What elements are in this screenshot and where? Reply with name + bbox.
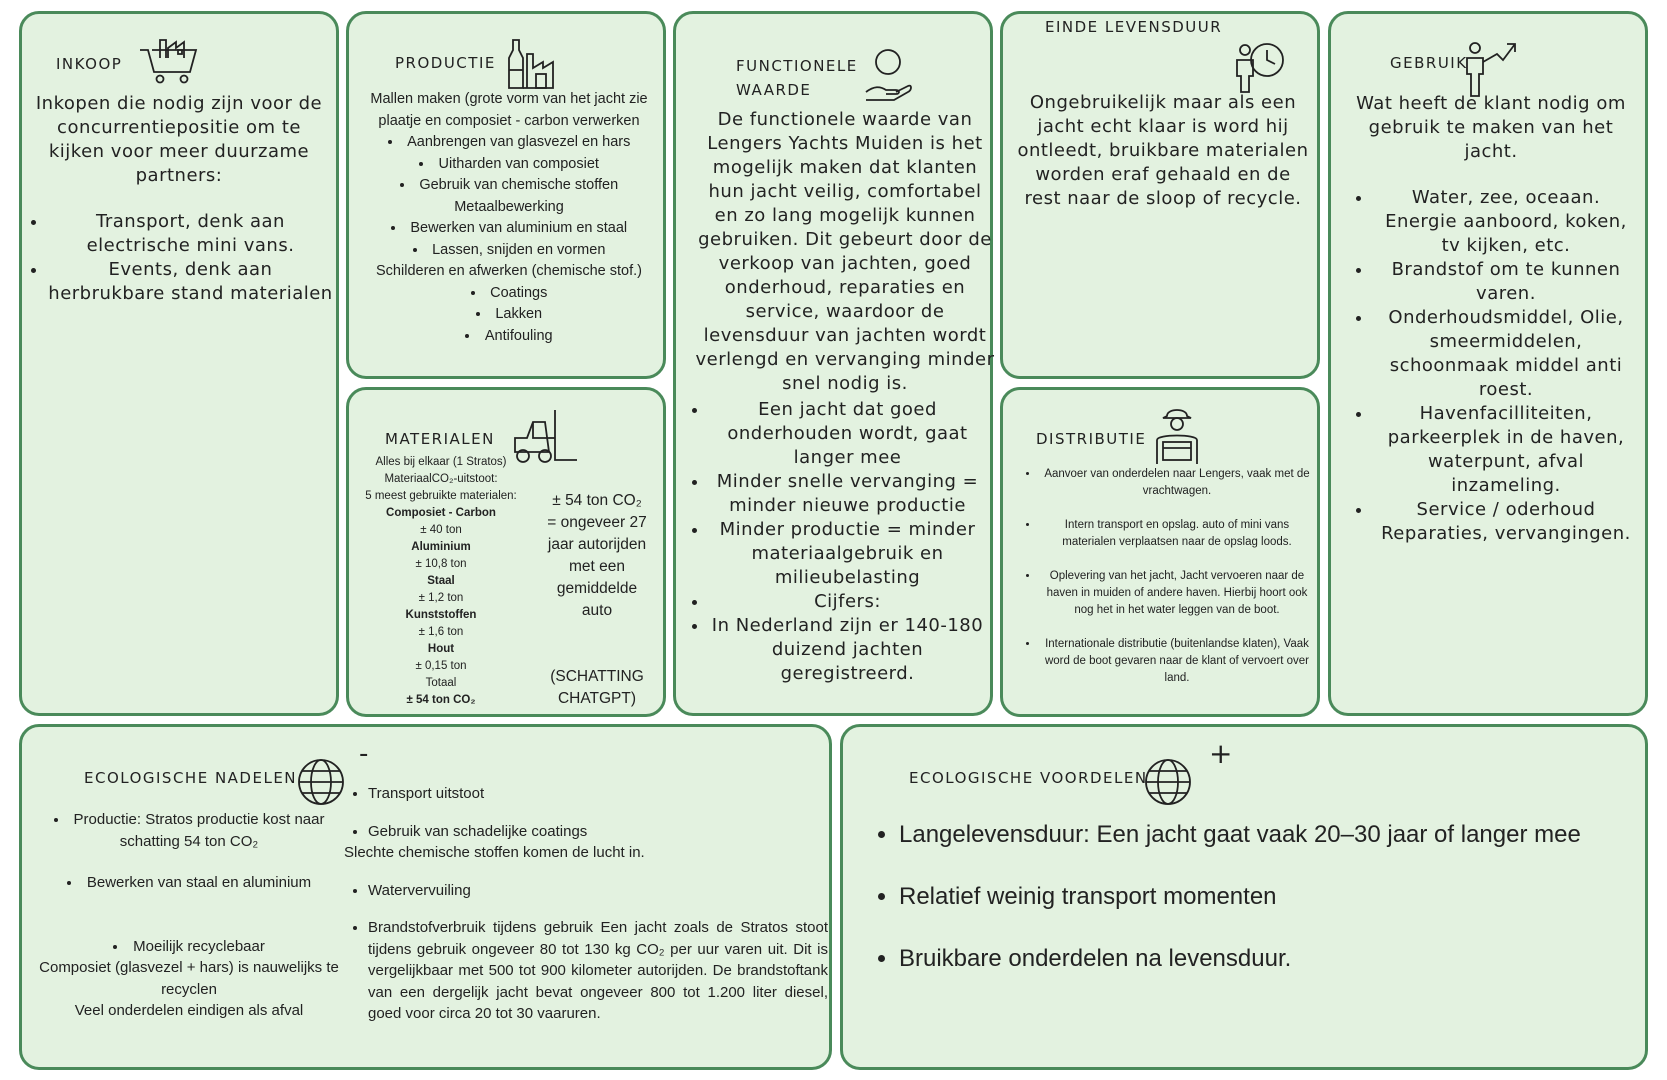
distributie-item: • Intern transport en opslag. auto of mini vans materialen verplaatsen naar de opslag loods.	[1039, 517, 1315, 551]
ecologische-nadelen-card	[19, 724, 832, 1070]
productie-line: • Lakken	[363, 304, 655, 326]
einde-levensduur-card	[1000, 11, 1320, 379]
materialen-line: ± 1,6 ton	[418, 626, 464, 638]
distributie-card	[1000, 387, 1320, 717]
productie-card	[346, 11, 666, 379]
functionele-waarde-card	[673, 11, 993, 716]
materialen-line: Totaal	[425, 677, 457, 689]
materialen-line: ± 1,2 ton	[418, 592, 464, 604]
gebruik-item: • Water, zee, oceaan. Energie aanboord, koken, tv kijken, etc.	[1373, 186, 1639, 258]
delivery-person-box-icon	[1149, 408, 1207, 466]
voordelen-item: • Bruikbare onderdelen na levensduur.	[899, 944, 1629, 974]
hand-coin-icon	[864, 48, 912, 104]
voordelen-title: ECOLOGISCHE VOORDELEN	[909, 769, 1148, 787]
globe-icon	[1143, 757, 1193, 807]
inkoop-list	[48, 210, 333, 306]
functionele-waarde-item: • Minder snelle vervanging = minder nieuwe productie	[709, 470, 986, 518]
nadelen-right-item: • Transport uitstoot	[368, 783, 828, 805]
einde-levensduur-text: Ongebruikelijk maar als een jacht echt klaar is word hij ontleedt, bruikbare materialen worden eraf gehaald en de rest naar de sloop of recycle.	[1017, 92, 1309, 209]
nadelen-right-item: Slechte chemische stoffen komen de lucht in.	[344, 844, 645, 861]
productie-line: • Coatings	[363, 283, 655, 305]
productie-line: • Lassen, snijden en vormen	[363, 240, 655, 262]
materialen-title: MATERIALEN	[385, 430, 495, 448]
materialen-line: MateriaalCO₂-uitstoot:	[384, 473, 498, 485]
inkoop-intro: Inkopen die nodig zijn voor de concurrentiepositie om te kijken voor meer duurzame partners:	[35, 93, 323, 186]
productie-line: • Antifouling	[363, 326, 655, 348]
distributie-list	[1039, 466, 1315, 687]
gebruik-item: • Brandstof om te kunnen varen.	[1373, 258, 1639, 306]
nadelen-left-item: • Moeilijk recyclebaar	[30, 936, 348, 958]
gebruik-card	[1328, 11, 1648, 716]
materialen-side-note: ± 54 ton CO₂ = ongeveer 27 jaar autorijden met een gemiddelde auto	[547, 492, 647, 619]
nadelen-right-item: • Brandstofverbruik tijdens gebruik Een jacht zoals de Stratos stoot tijdens gebruik ongeveer 80 tot 130 kg CO₂ per uur varen uit. Dit is vergelijkbaar met 500 tot 900 kilometer autorijden. De brandstoftank van een dergelijk jacht bevat ongeveer 800 tot 1.200 liter diesel, goed voor circa 20 tot 30 vaaruren.	[368, 917, 828, 1025]
materialen-line: Aluminium	[411, 541, 471, 553]
functionele-waarde-title-line1: FUNCTIONELE	[736, 57, 858, 75]
productie-line: • Bewerken van aluminium en staal	[363, 218, 655, 240]
gebruik-list	[1373, 186, 1639, 546]
materialen-line: Alles bij elkaar (1 Stratos)	[375, 456, 507, 468]
nadelen-right-item: • Gebruik van schadelijke coatings	[368, 821, 828, 843]
materialen-line: ± 0,15 ton	[415, 660, 467, 672]
materialen-source: (SCHATTING CHATGPT)	[550, 668, 644, 707]
gebruik-item: • Onderhoudsmiddel, Olie, smeermiddelen, schoonmaak middel anti roest.	[1373, 306, 1639, 402]
person-growth-icon	[1461, 40, 1519, 100]
functionele-waarde-list	[709, 398, 986, 686]
distributie-title: DISTRIBUTIE	[1036, 430, 1147, 448]
nadelen-left-item: • Bewerken van staal en aluminium	[30, 872, 348, 894]
voordelen-sign: +	[1209, 737, 1233, 770]
functionele-waarde-item: • Een jacht dat goed onderhouden wordt, gaat langer mee	[709, 398, 986, 470]
nadelen-left-item: Veel onderdelen eindigen als afval	[74, 1002, 304, 1019]
functionele-waarde-intro: De functionele waarde van Lengers Yachts Muiden is het mogelijk maken dat klanten hun jacht veilig, comfortabel en zo lang mogelijk kunnen gebruiken. Dit gebeurt door de verkoop van jachten, goed onderhoud, reparaties en service, waardoor de levensduur van jachten wordt verlengd en vervanging minder snel nodig is.	[695, 109, 995, 394]
functionele-waarde-title-line2: WAARDE	[736, 81, 812, 99]
nadelen-left-item: • Productie: Stratos productie kost naar schatting 54 ton CO₂	[30, 809, 348, 852]
productie-list	[363, 89, 655, 347]
voordelen-item: • Relatief weinig transport momenten	[899, 882, 1629, 912]
distributie-item: • Oplevering van het jacht, Jacht vervoeren naar de haven in muiden of andere haven. Hierbij hoort ook nog het in het water leggen van de boot.	[1039, 568, 1315, 619]
factory-bottle-icon	[505, 36, 557, 92]
productie-line: • Gebruik van chemische stoffen	[363, 175, 655, 197]
materialen-list	[351, 454, 531, 709]
productie-line: Mallen maken (grote vorm van het jacht zie plaatje en composiet - carbon verwerken	[370, 91, 648, 129]
inkoop-title: INKOOP	[56, 55, 123, 73]
shopping-cart-factory-icon	[138, 28, 202, 86]
functionele-waarde-item: • Cijfers:	[709, 590, 986, 614]
einde-levensduur-title: EINDE LEVENSDUUR	[1045, 18, 1223, 36]
inkoop-item: • Events, denk aan herbrukbare stand materialen	[48, 258, 333, 306]
materialen-line: 5 meest gebruikte materialen:	[365, 490, 517, 502]
productie-title: PRODUCTIE	[395, 54, 496, 72]
nadelen-left-list	[30, 809, 348, 1022]
nadelen-right-list	[344, 783, 828, 1025]
nadelen-title: ECOLOGISCHE NADELEN	[84, 769, 298, 787]
materialen-card	[346, 387, 666, 717]
distributie-item: • Internationale distributie (buitenlandse klaten), Vaak word de boot gevaren naar de klant of vervoert over land.	[1039, 636, 1315, 687]
materialen-line: ± 10,8 ton	[415, 558, 467, 570]
materialen-line: ± 40 ton	[420, 524, 462, 536]
materialen-line: Staal	[427, 575, 455, 587]
productie-line: • Aanbrengen van glasvezel en hars	[363, 132, 655, 154]
materialen-line: Composiet - Carbon	[386, 507, 496, 519]
materialen-line: Hout	[427, 643, 455, 655]
ecologische-voordelen-card	[840, 724, 1648, 1070]
productie-line: Schilderen en afwerken (chemische stof.)	[376, 263, 642, 279]
gebruik-intro: Wat heeft de klant nodig om gebruik te maken van het jacht.	[1356, 93, 1626, 162]
materialen-line: Kunststoffen	[405, 609, 477, 621]
globe-icon	[296, 757, 346, 807]
person-clock-icon	[1231, 38, 1287, 94]
voordelen-item: • Langelevensduur: Een jacht gaat vaak 20–30 jaar of langer mee	[899, 820, 1629, 850]
functionele-waarde-item: • Minder productie = minder materiaalgebruik en milieubelasting	[709, 518, 986, 590]
functionele-waarde-item: • In Nederland zijn er 140-180 duizend jachten geregistreerd.	[709, 614, 986, 686]
nadelen-sign: -	[359, 739, 369, 769]
inkoop-item: • Transport, denk aan electrische mini vans.	[48, 210, 333, 258]
inkoop-card	[19, 11, 339, 716]
distributie-item: • Aanvoer van onderdelen naar Lengers, vaak met de vrachtwagen.	[1039, 466, 1315, 500]
materialen-line: ± 54 ton CO₂	[406, 694, 476, 706]
gebruik-title: GEBRUIK	[1390, 54, 1468, 72]
nadelen-right-item: • Watervervuiling	[368, 880, 828, 902]
productie-line: Metaalbewerking	[454, 198, 564, 215]
productie-line: • Uitharden van composiet	[363, 154, 655, 176]
gebruik-item: • Havenfacilliteiten, parkeerplek in de haven, waterpunt, afval inzameling.	[1373, 402, 1639, 498]
nadelen-left-item: Composiet (glasvezel + hars) is nauwelijks te recyclen	[39, 959, 339, 998]
voordelen-list	[899, 820, 1629, 974]
gebruik-item: • Service / oderhoud Reparaties, vervangingen.	[1373, 498, 1639, 546]
